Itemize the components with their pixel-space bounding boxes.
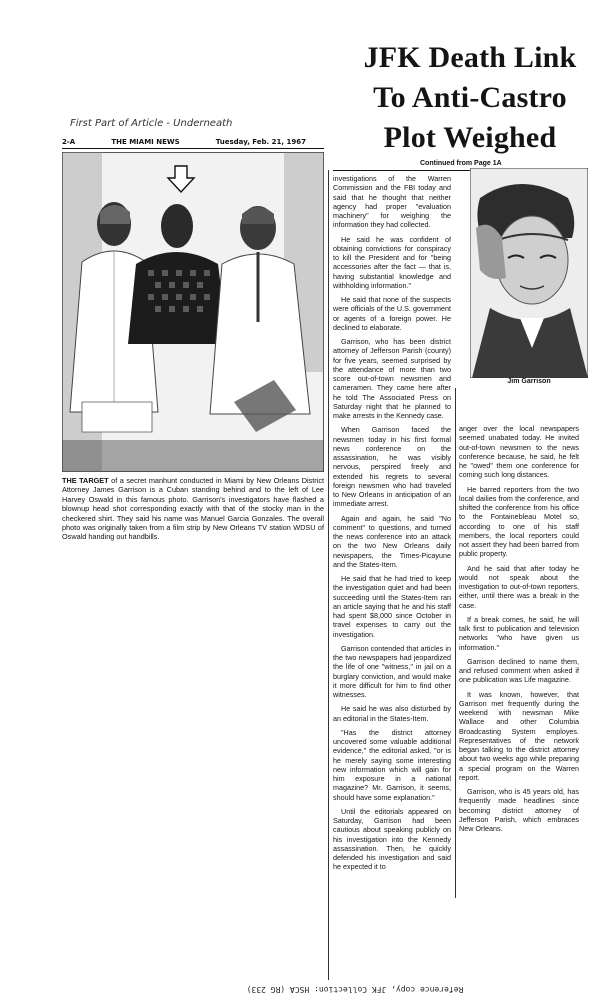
paragraph: Until the editorials appeared on Saturday, Garrison had been cautious about speaking publicly on his investigation into the Kennedy assassination. Then, he quickly defended his investigation and said he expected it to xyxy=(333,806,451,872)
paragraph: He said he was also disturbed by an editorial in the States-Item. xyxy=(333,704,451,723)
dateline xyxy=(62,138,306,146)
paragraph: Garrison, who has been district attorney of Jefferson Parish (county) for five years, seemed surprised by the attendance of more than two score out-of-town newsmen and cameramen. They came here after he told The Associated Press on Saturday night that he planned to make arrests in the Kennedy case. xyxy=(333,337,451,420)
headline-line-2: To Anti-Castro xyxy=(373,81,567,114)
column-divider-right xyxy=(455,388,456,898)
paragraph: Again and again, he said "No comment" to questions, and turned the news conference into an attack on the two New Orleans daily newspapers, the Times-Picayune and the States-Item. xyxy=(333,513,451,569)
publication-date: Tuesday, Feb. 21, 1967 xyxy=(215,138,306,146)
photo-illustration xyxy=(62,152,324,472)
paragraph: It was known, however, that Garrison met frequently during the weekend with newsman Mike Wallace and other Columbia Broadcasting System employes. Representatives of the network began talking to the district attorney about two weeks ago while preparing a special program on the Warren report. xyxy=(459,689,579,782)
continued-line: Continued from Page 1A xyxy=(420,160,502,167)
caption-lead: THE TARGET xyxy=(62,476,109,485)
paragraph: And he said that after today he would not speak about the investigation to out-of-town reporters, either, until there was a break in the case. xyxy=(459,563,579,610)
newspaper-name: THE MIAMI NEWS xyxy=(111,138,180,146)
paragraph: Garrison, who is 45 years old, has frequently made headlines since becoming district attorney of Jefferson Parish, which embraces New Orleans. xyxy=(459,787,579,833)
portrait-caption: Jim Garrison xyxy=(507,378,551,385)
portrait-illustration xyxy=(470,168,588,378)
archival-stamp: Reference copy, JFK Collection: HSCA (RG 233) xyxy=(246,985,464,994)
caption-text: of a secret manhunt conducted in Miami by New Orleans District Attorney James Garrison is a Cuban standing behind and to the left of Lee Harvey Oswald in this famous photo. Garrison's investigators have flashed a blownup head shot corresponding exactly with that of the stocky man in the checkered shirt. They said his name was Manuel Garcia Gonzales. The overall photo was originally taken from a film strip by New Orleans TV station WDSU of Oswald handing out handbills. xyxy=(62,476,325,542)
article-column-1 xyxy=(333,174,451,974)
paragraph: Garrison contended that articles in the two newspapers had jeopardized the life of one "witness," in jail on a burglary conviction, and would make it more difficult for him to find other witnesses. xyxy=(333,643,451,699)
portrait-jim-garrison xyxy=(470,168,588,378)
paragraph: He said he was confident of obtaining convictions for conspiracy to kill the President and for "being accessories after the fact — that is, having substantial knowledge and withholding information." xyxy=(333,234,451,290)
paragraph: He barred reporters from the two local dailies from the conference, and shifted the conference from his office to the Fontainebleau Motel so, according to one of his staff members, the local reporters could not assert they had been barred from public property. xyxy=(459,484,579,559)
paragraph: "Has the district attorney uncovered some valuable additional evidence," the editorial asked, "or is he merely saying some interesting new information which will gain for him exposure in a national magazine? Mr. Garrison, it seems, should have some explanation." xyxy=(333,727,451,802)
dateline-rule xyxy=(62,148,324,149)
headline-line-3: Plot Weighed xyxy=(383,121,557,154)
paragraph: When Garrison faced the newsmen today in his first formal news conference on the assassination, he was visibly nervous, perspired freely and extended his regrets to several foreign newsmen who had traveled to New Orleans in anticipation of an immediate arrest. xyxy=(333,425,451,509)
column-divider-left xyxy=(328,170,329,980)
headline xyxy=(340,38,600,158)
photo-oswald-handbills xyxy=(62,152,324,472)
paragraph: If a break comes, he said, he will talk first to publication and television networks "who have given us information." xyxy=(459,614,579,652)
headline-line-1: JFK Death Link xyxy=(363,41,577,74)
photo-caption xyxy=(62,476,324,542)
article-column-2 xyxy=(459,424,579,894)
handwritten-note: First Part of Article - Underneath xyxy=(70,118,233,129)
paragraph: He said that none of the suspects were officials of the U.S. government or agents of a foreign power. He declined to elaborate. xyxy=(333,295,451,332)
paragraph: investigations of the Warren Commission and the FBI today and said that he thought that neither agency had proper "evaluation machinery" for weighing the information they had collected. xyxy=(333,174,451,230)
page-number: 2-A xyxy=(62,138,76,146)
paragraph: anger over the local newspapers seemed unabated today. He invited out-of-town newsmen to the news conference because, he said, he felt he "owed" them one conference for coming such long distances. xyxy=(459,424,579,480)
paragraph: Garrison declined to name them, and refused comment when asked if one publication was Life magazine. xyxy=(459,656,579,685)
paragraph: He said that he had tried to keep the investigation quiet and had been succeeding until the States-Item ran an article saying that he and his staff had spent $8,000 since October in travel expenses to carry out the investigation. xyxy=(333,574,451,639)
